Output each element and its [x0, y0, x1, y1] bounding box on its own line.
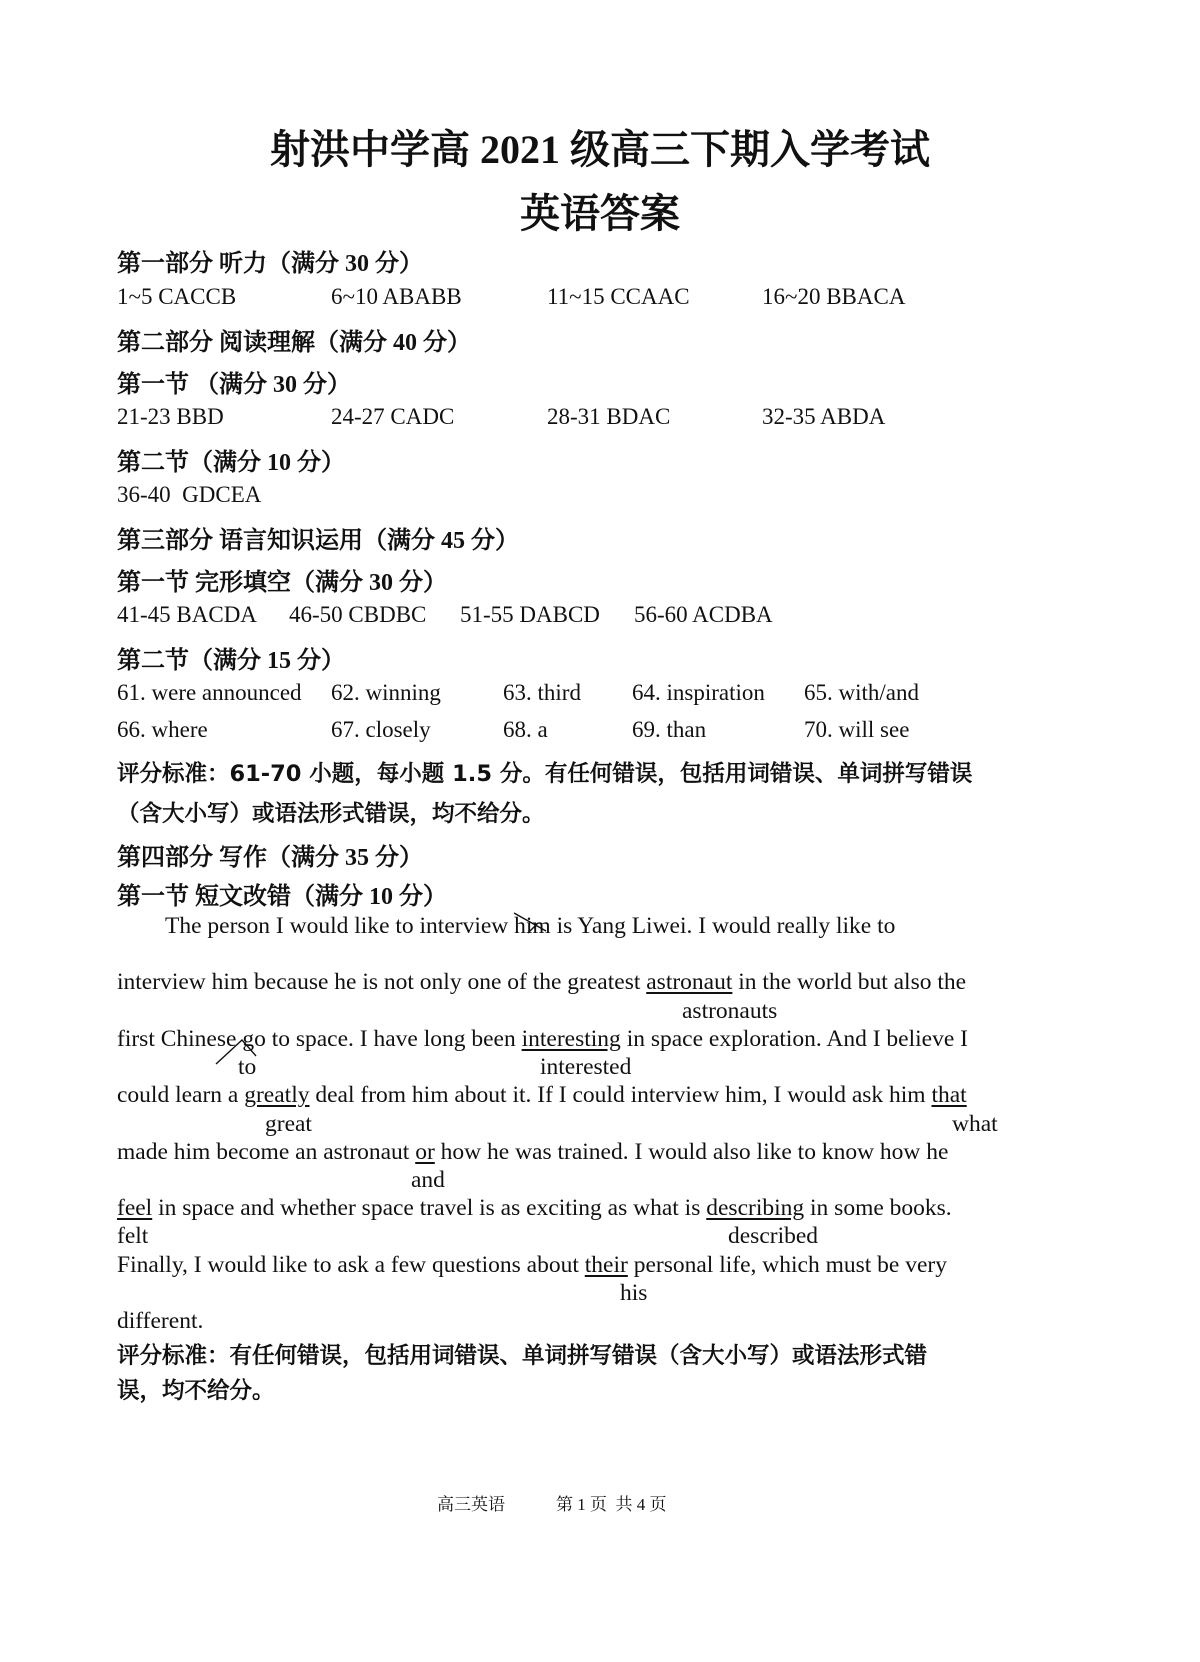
- scoring-criteria: （含大小写）或语法形式错误，均不给分。: [117, 801, 545, 827]
- correction-word: great: [265, 1111, 312, 1137]
- passage-line: interview him because he is not only one of the greatest astronaut in the world but also the: [117, 969, 967, 995]
- answer-group: 56-60 ACDBA: [634, 602, 773, 627]
- page-number: 第 1 页 共 4 页: [556, 1495, 667, 1514]
- answer-item: 63. third: [503, 680, 581, 705]
- answer-group: 21-23 BBD: [117, 404, 224, 429]
- part3-section1-heading: 第一节 完形填空（满分 30 分）: [117, 570, 447, 596]
- error-word: that: [931, 1082, 967, 1108]
- deleted-word: him: [514, 913, 551, 940]
- answer-group: 51-55 DABCD: [460, 602, 600, 627]
- answer-item: 65. with/and: [804, 680, 919, 705]
- passage-line: first Chinese go to space. I have long been interesting in space exploration. And I believe I: [117, 1026, 968, 1052]
- part4-heading: 第四部分 写作（满分 35 分）: [117, 845, 423, 871]
- document-subtitle: 英语答案: [520, 191, 680, 236]
- passage-line: feel in space and whether space travel is as exciting as what is describing in some books.: [117, 1195, 952, 1221]
- answer-item: 68. a: [503, 717, 548, 742]
- error-word: greatly: [244, 1082, 310, 1108]
- passage-line: The person I would like to interview him is Yang Liwei. I would really like to: [165, 913, 895, 940]
- answer-item: 64. inspiration: [632, 680, 765, 705]
- scoring-criteria: 评分标准：有任何错误，包括用词错误、单词拼写错误（含大小写）或语法形式错: [117, 1343, 928, 1369]
- correction-word: interested: [540, 1054, 632, 1080]
- answer-item: 70. will see: [804, 717, 910, 742]
- answer-group: 16~20 BBACA: [762, 284, 906, 309]
- answer-item: 69. than: [632, 717, 707, 742]
- scoring-criteria: 误，均不给分。: [117, 1378, 275, 1404]
- part1-heading: 第一部分 听力（满分 30 分）: [117, 251, 423, 277]
- correction-word: astronauts: [682, 998, 778, 1024]
- passage-line: made him become an astronaut or how he was trained. I would also like to know how he: [117, 1139, 949, 1165]
- answer-group: 32-35 ABDA: [762, 404, 886, 429]
- passage-line: could learn a greatly deal from him about it. If I could interview him, I would ask him that: [117, 1082, 967, 1108]
- answer-group: 36-40 GDCEA: [117, 482, 262, 507]
- correction-word: felt: [117, 1223, 149, 1249]
- answer-group: 28-31 BDAC: [547, 404, 671, 429]
- answer-group: 11~15 CCAAC: [547, 284, 690, 309]
- error-word: astronaut: [646, 969, 733, 995]
- passage-line: different.: [117, 1308, 204, 1334]
- answer-item: 62. winning: [331, 680, 441, 705]
- correction-word: described: [728, 1223, 819, 1249]
- scoring-criteria: 评分标准：61-70 小题，每小题 1.5 分。有任何错误，包括用词错误、单词拼写错误: [117, 761, 973, 787]
- error-word: their: [584, 1252, 628, 1278]
- correction-word: to: [238, 1054, 257, 1080]
- error-word: interesting: [521, 1026, 621, 1052]
- answer-group: 46-50 CBDBC: [289, 602, 427, 627]
- part3-heading: 第三部分 语言知识运用（满分 45 分）: [117, 528, 519, 554]
- part3-section2-heading: 第二节（满分 15 分）: [117, 648, 345, 674]
- part4-section1-heading: 第一节 短文改错（满分 10 分）: [117, 884, 447, 910]
- answer-group: 6~10 ABABB: [331, 284, 462, 309]
- delete-mark-icon: [512, 909, 552, 939]
- document-title: 射洪中学高 2021 级高三下期入学考试: [270, 127, 930, 172]
- part2-section1-heading: 第一节 （满分 30 分）: [117, 372, 351, 398]
- part2-heading: 第二部分 阅读理解（满分 40 分）: [117, 330, 471, 356]
- part2-section2-heading: 第二节（满分 10 分）: [117, 450, 345, 476]
- answer-item: 67. closely: [331, 717, 431, 742]
- error-word: describing: [706, 1195, 805, 1221]
- correction-word: and: [411, 1167, 445, 1193]
- footer-subject: 高三英语: [437, 1495, 505, 1514]
- answer-item: 66. where: [117, 717, 208, 742]
- error-word: or: [415, 1139, 435, 1165]
- answer-group: 24-27 CADC: [331, 404, 455, 429]
- error-word: feel: [117, 1195, 153, 1221]
- answer-group: 1~5 CACCB: [117, 284, 237, 309]
- passage-line: Finally, I would like to ask a few questions about their personal life, which must be very: [117, 1252, 947, 1278]
- correction-word: what: [952, 1111, 998, 1137]
- answer-item: 61. were announced: [117, 680, 302, 705]
- correction-word: his: [620, 1280, 648, 1306]
- answer-group: 41-45 BACDA: [117, 602, 257, 627]
